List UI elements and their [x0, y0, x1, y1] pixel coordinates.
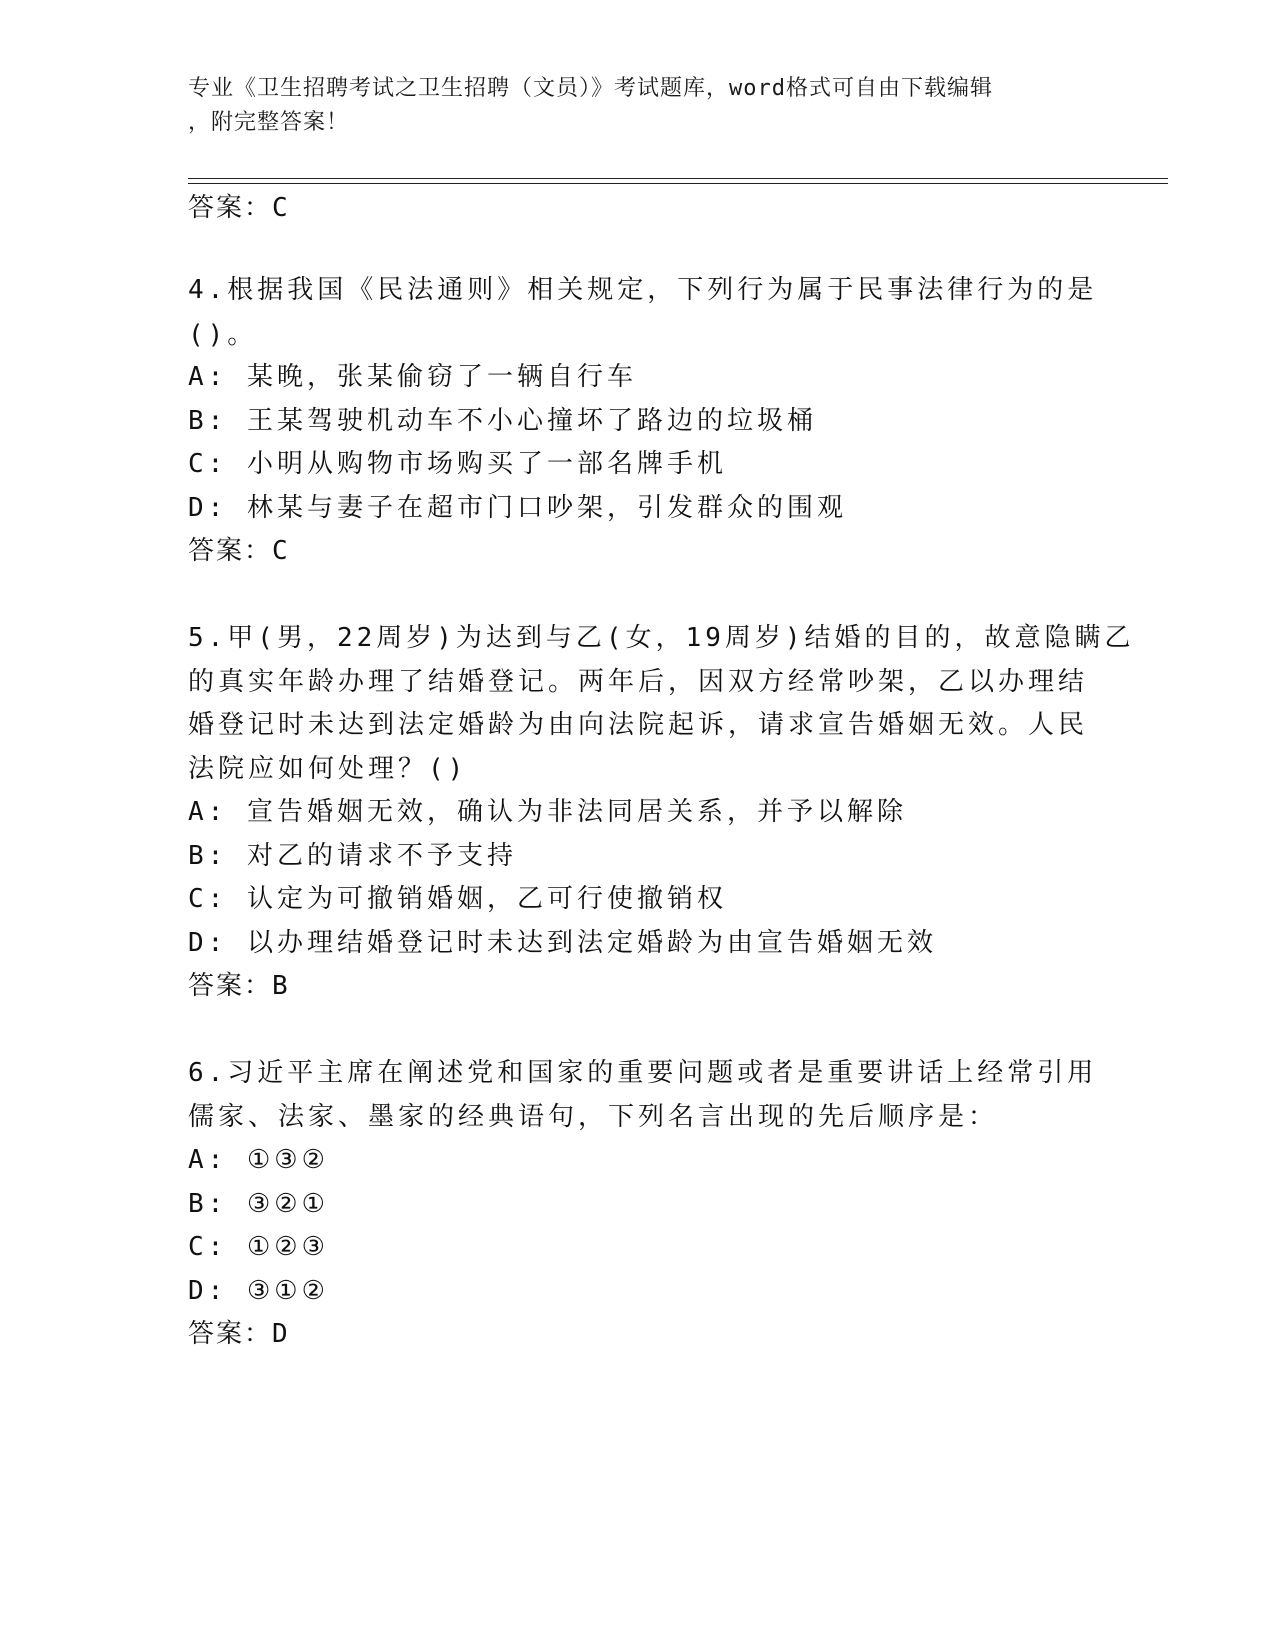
q5-option-b: B: 对乙的请求不予支持 — [188, 841, 517, 871]
q6-answer: 答案：D — [188, 1319, 290, 1349]
header-line-1: 专业《卫生招聘考试之卫生招聘（文员）》考试题库，word格式可自由下载编辑 — [188, 76, 993, 101]
q6-option-a: A: ①③② — [188, 1145, 329, 1175]
q4-answer: 答案：C — [188, 536, 290, 566]
q4-option-c: C: 小明从购物市场购买了一部名牌手机 — [188, 449, 727, 479]
q4-option-d: D: 林某与妻子在超市门口吵架，引发群众的围观 — [188, 493, 847, 523]
q6-option-c: C: ①②③ — [188, 1232, 329, 1262]
q5-option-d: D: 以办理结婚登记时未达到法定婚龄为由宣告婚姻无效 — [188, 928, 937, 958]
q4-stem-line-1: 4.根据我国《民法通则》相关规定，下列行为属于民事法律行为的是 — [188, 275, 1098, 305]
header-line-2: ，附完整答案！ — [188, 110, 350, 135]
q6-stem-line-2: 儒家、法家、墨家的经典语句，下列名言出现的先后顺序是： — [188, 1102, 999, 1132]
q5-stem-line-4: 法院应如何处理？() — [188, 754, 468, 784]
q6-option-d: D: ③①② — [188, 1276, 329, 1306]
q4-option-b: B: 王某驾驶机动车不小心撞坏了路边的垃圾桶 — [188, 406, 817, 436]
q5-stem-line-2: 的真实年龄办理了结婚登记。两年后，因双方经常吵架，乙以办理结 — [188, 667, 1089, 697]
q6-option-b: B: ③②① — [188, 1189, 329, 1219]
header-divider-top — [188, 178, 1168, 179]
q5-answer: 答案：B — [188, 971, 290, 1001]
document-header — [188, 72, 1088, 140]
q5-stem-line-3: 婚登记时未达到法定婚龄为由向法院起诉，请求宣告婚姻无效。人民 — [188, 710, 1089, 740]
header-divider-bottom — [188, 183, 1168, 184]
q4-option-a: A: 某晚，张某偷窃了一辆自行车 — [188, 362, 637, 392]
answer-prev: 答案：C — [188, 193, 290, 223]
q5-stem-line-1: 5.甲(男，22周岁)为达到与乙(女，19周岁)结婚的目的，故意隐瞒乙 — [188, 623, 1135, 653]
q5-option-a: A: 宣告婚姻无效，确认为非法同居关系，并予以解除 — [188, 797, 907, 827]
q4-stem-line-2: ()。 — [188, 320, 258, 350]
q6-stem-line-1: 6.习近平主席在阐述党和国家的重要问题或者是重要讲话上经常引用 — [188, 1058, 1098, 1088]
q5-option-c: C: 认定为可撤销婚姻，乙可行使撤销权 — [188, 884, 727, 914]
